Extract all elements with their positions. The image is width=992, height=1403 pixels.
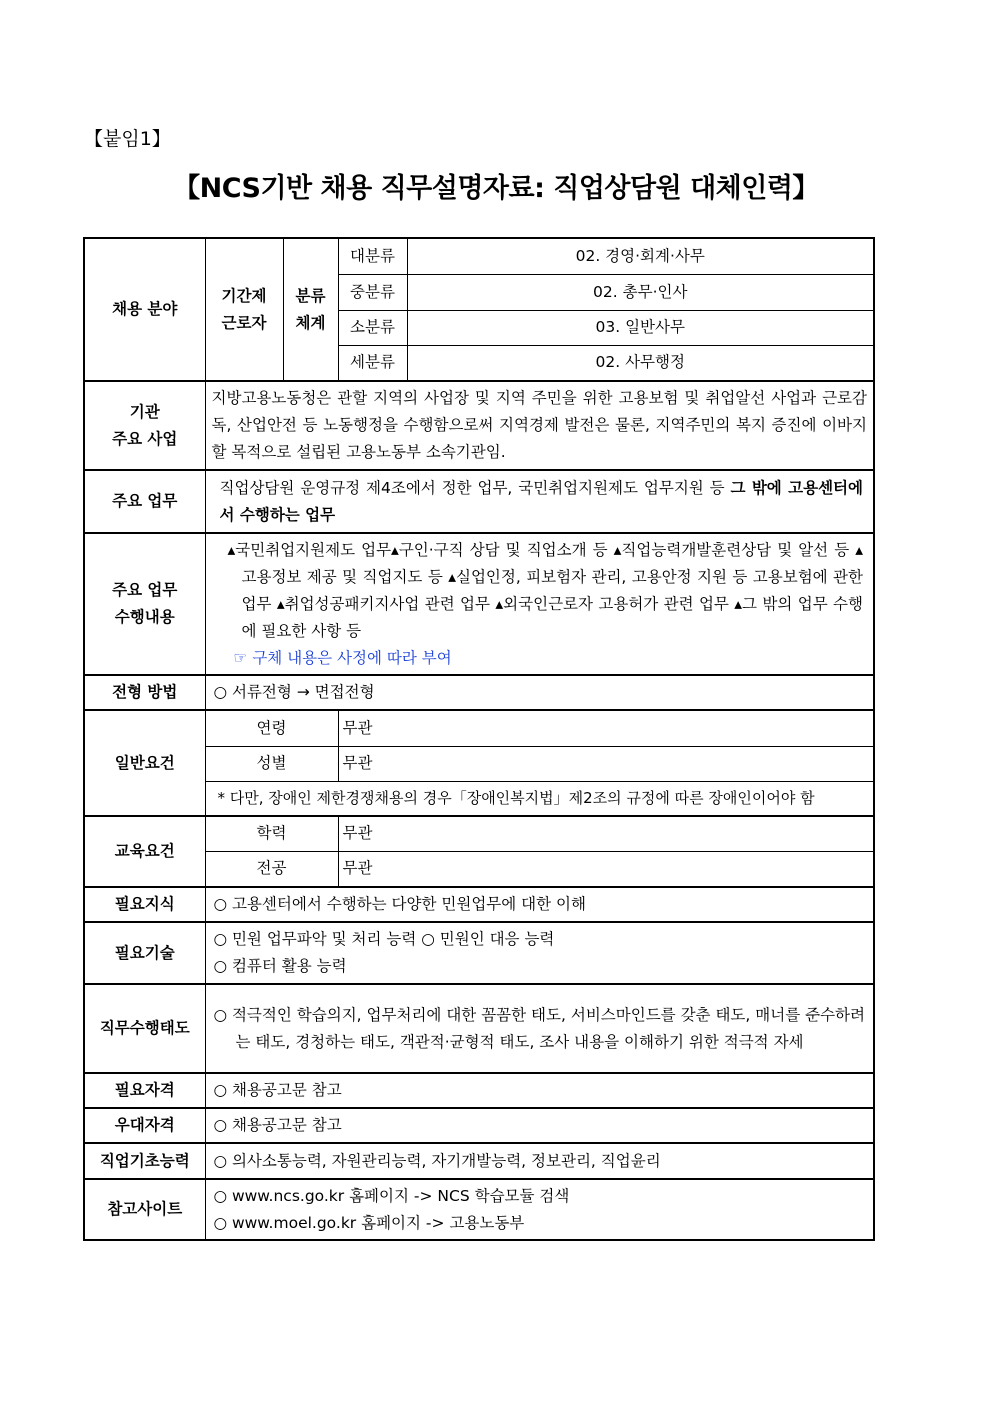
skills-line2: ○ 컴퓨터 활용 능력 <box>213 957 347 975</box>
reference-site-moel[interactable]: ○ www.moel.go.kr 홈페이지 -> 고용노동부 <box>213 1213 525 1232</box>
org-business-label <box>84 381 205 470</box>
qualification-label: 필요자격 <box>84 1073 205 1108</box>
classification-system-label: 분류 체계 <box>283 238 338 381</box>
work-detail-label-line2: 수행내용 <box>114 608 175 626</box>
major-category-label: 대분류 <box>338 238 407 274</box>
skills-cell <box>205 922 874 984</box>
gender-label: 성별 <box>205 746 338 781</box>
main-work-text <box>205 470 874 533</box>
main-work-bold: 그 밖에 고용센터에서 수행하는 업무 <box>219 478 863 524</box>
major-category-value: 02. 경영·회계·사무 <box>407 238 874 274</box>
basic-ability-value: ○ 의사소통능력, 자원관리능력, 자기개발능력, 정보관리, 직업윤리 <box>205 1143 874 1179</box>
middle-category-label: 중분류 <box>338 274 407 310</box>
attachment-label: 【붙임1】 <box>84 128 171 150</box>
attitude-value: ○ 적극적인 학습의지, 업무처리에 대한 꼼꼼한 태도, 서비스마인드를 갖춘 태도, 매너를 준수하려는 태도, 경청하는 태도, 객관적·균형적 태도, 조사 내용을 이해하기 위한 적극적 자세 <box>205 984 874 1073</box>
basic-ability-label: 직업기초능력 <box>84 1143 205 1179</box>
minor-category-label: 소분류 <box>338 310 407 345</box>
reference-sites-cell <box>205 1179 874 1240</box>
academic-value: 무관 <box>338 816 874 851</box>
age-value: 무관 <box>338 710 874 746</box>
knowledge-label: 필요지식 <box>84 887 205 922</box>
main-work-plain: 직업상담원 운영규정 제4조에서 정한 업무, 국민취업지원제도 업무지원 등 <box>219 478 731 497</box>
gender-value: 무관 <box>338 746 874 781</box>
work-detail-label-line1: 주요 업무 <box>112 581 178 599</box>
org-business-label-line2: 주요 사업 <box>112 429 178 448</box>
job-description-table <box>83 237 875 1241</box>
skills-line1: ○ 민원 업무파악 및 처리 능력 ○ 민원인 대응 능력 <box>213 930 555 948</box>
selection-method-label: 전형 방법 <box>84 675 205 710</box>
skills-label: 필요기술 <box>84 922 205 984</box>
sub-category-value: 02. 사무행정 <box>407 345 874 381</box>
attitude-label: 직무수행태도 <box>84 984 205 1073</box>
disability-note: * 다만, 장애인 제한경쟁채용의 경우「장애인복지법」제2조의 규정에 따른 장애인이어야 함 <box>205 781 874 816</box>
employment-type: 기간제 근로자 <box>205 238 283 381</box>
org-business-label-line1: 기관 <box>129 402 160 421</box>
work-detail-cell <box>205 533 874 675</box>
knowledge-value: ○ 고용센터에서 수행하는 다양한 민원업무에 대한 이해 <box>205 887 874 922</box>
qualification-value: ○ 채용공고문 참고 <box>205 1073 874 1108</box>
sub-category-label: 세분류 <box>338 345 407 381</box>
reference-sites-label: 참고사이트 <box>84 1179 205 1240</box>
general-requirements-label: 일반요건 <box>84 710 205 816</box>
academic-label: 학력 <box>205 816 338 851</box>
middle-category-value: 02. 총무·인사 <box>407 274 874 310</box>
work-detail-text: ▴국민취업지원제도 업무▴구인·구직 상담 및 직업소개 등 ▴직업능력개발훈련상담 및 알선 등 ▴고용정보 제공 및 직업지도 등 ▴실업인정, 피보험자 관리, 고용안정 지원 등 고용보험에 관한 업무 ▴취업성공패키지사업 관련 업무 ▴외국인근로자 고용허가 관련 업무 ▴그 밖의 업무 수행에 필요한 사항 등 <box>227 540 863 640</box>
preferred-value: ○ 채용공고문 참고 <box>205 1108 874 1143</box>
work-detail-hint: ☞ 구체 내용은 사정에 따라 부여 <box>233 648 452 667</box>
age-label: 연령 <box>205 710 338 746</box>
major-label: 전공 <box>205 851 338 887</box>
org-business-text: 지방고용노동청은 관할 지역의 사업장 및 지역 주민을 위한 고용보험 및 취업알선 사업과 근로감독, 산업안전 등 노동행정을 수행함으로써 지역경제 발전은 물론, 지역주민의 복지 증진에 이바지할 목적으로 설립된 고용노동부 소속기관임. <box>205 381 874 470</box>
major-value: 무관 <box>338 851 874 887</box>
work-detail-label <box>84 533 205 675</box>
document-title: 【NCS기반 채용 직무설명자료: 직업상담원 대체인력】 <box>173 173 819 204</box>
selection-method-value: ○ 서류전형 → 면접전형 <box>205 675 874 710</box>
preferred-label: 우대자격 <box>84 1108 205 1143</box>
main-work-label: 주요 업무 <box>84 470 205 533</box>
recruit-field-label: 채용 분야 <box>84 238 205 381</box>
minor-category-value: 03. 일반사무 <box>407 310 874 345</box>
reference-site-ncs[interactable]: ○ www.ncs.go.kr 홈페이지 -> NCS 학습모듈 검색 <box>213 1186 570 1205</box>
education-requirements-label: 교육요건 <box>84 816 205 887</box>
